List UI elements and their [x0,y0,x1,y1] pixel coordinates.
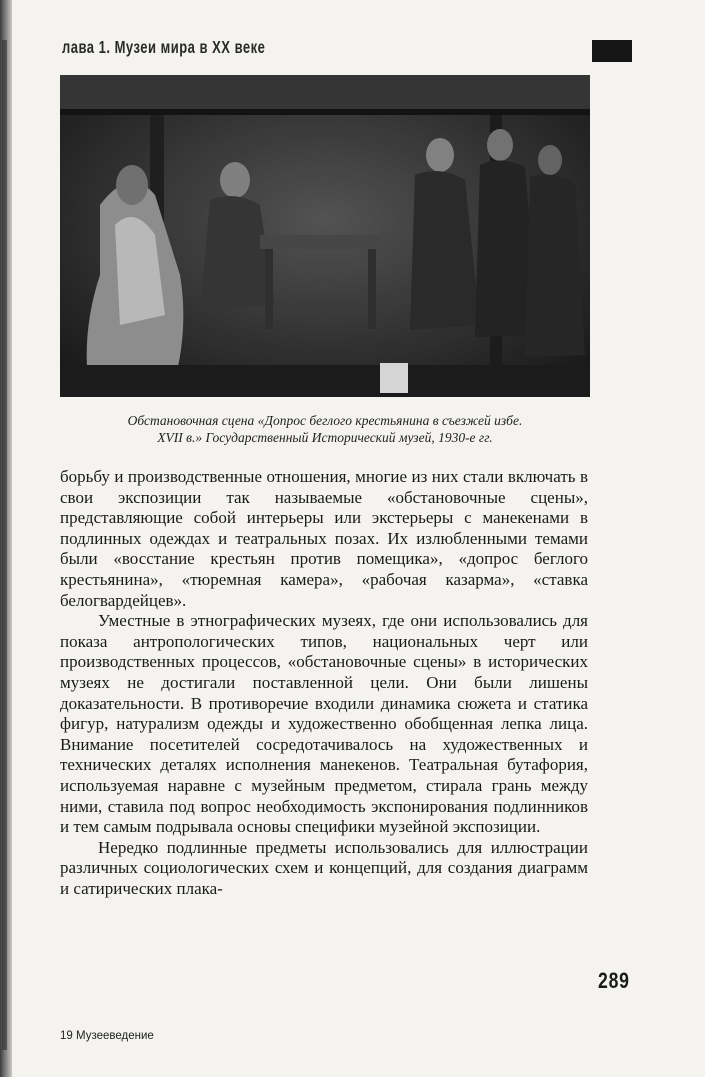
paragraph-3: Нередко подлинные предметы использовались для иллюстрации различных социологических схем и концепций, для создания диаграмм и сатирических плака- [60,837,588,898]
page-number: 289 [598,968,630,993]
header-black-bar [592,40,632,62]
caption-line-2: XVII в.» Государственный Исторический музей, 1930-е гг. [157,430,493,445]
paragraph-1: борьбу и производственные отношения, многие из них стали включать в свои экспозиции так называемые «обстановочные сцены», представляющие собой интерьеры или экстерьеры с манекенами в подлинных одеждах и театральных позах. Их излюбленными темами были «восстание крестьян против помещика», «допрос беглого крестьянина», «тюремная камера», «рабочая казарма», «ставка белогвардейцев». [60,467,588,610]
museum-scene-photo [60,75,590,397]
body-text [60,467,588,899]
book-spine-edge [2,40,7,1050]
photo-caption [60,412,590,446]
caption-line-1: Обстановочная сцена «Допрос беглого крестьянина в съезжей избе. [127,413,523,428]
paragraph-2: Уместные в этнографических музеях, где они использовались для показа антропологических типов, национальных черт или производственных процессов, «обстановочные сцены» в исторических музеях не достигали поставленной цели. Они были лишены доказательности. В противоречие входили динамика сюжета и статика фигур, натурализм одежды и художественно обобщенная лепка лица. Внимание посетителей сосредотачивалось на художественных и технических деталях исполнения манекенов. Театральная бутафория, используемая наравне с музейным предметом, стирала грань между ними, ставила под вопрос необходимость экспонирования подлинников и тем самым подрывала основы специфики музейной экспозиции. [60,611,588,837]
printer-signature: 19 Музееведение [60,1030,154,1042]
running-head: лава 1. Музеи мира в XX веке [62,37,266,58]
